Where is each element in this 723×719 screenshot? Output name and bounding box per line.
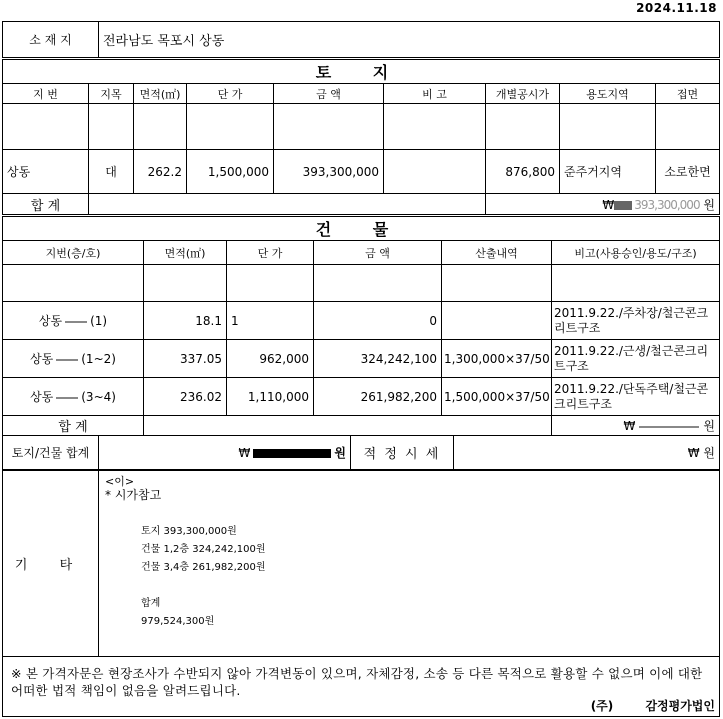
land-header-note: 비 고 [384, 84, 486, 104]
etc-line: * 시가참고 [105, 488, 162, 502]
building-row [3, 302, 720, 340]
fair-price-value: ₩ 원 [454, 436, 720, 470]
building-area: 236.02 [144, 378, 227, 416]
building-calc: 1,300,000×37/50 [442, 340, 552, 378]
land-frontage: 소로한면 [656, 150, 720, 194]
land-total-value: ₩ 393,300,000 원 [486, 194, 720, 215]
redaction-mark [65, 321, 87, 323]
building-jibun: 상동 (1) [3, 302, 144, 340]
building-header-row [3, 241, 720, 265]
land-header-official-price: 개별공시가 [486, 84, 560, 104]
land-area: 262.2 [134, 150, 187, 194]
location-label: 소 재 지 [3, 22, 99, 58]
land-header-area: 면적(㎡) [134, 84, 187, 104]
land-jimok: 대 [89, 150, 134, 194]
building-total-value: ₩ 원 [552, 416, 720, 436]
land-header-amount: 금 액 [274, 84, 384, 104]
land-header-row [3, 84, 720, 104]
building-header-unit-price: 단 가 [227, 241, 314, 265]
building-unit-price: 1,110,000 [227, 378, 314, 416]
building-table [2, 216, 720, 436]
building-header-calc: 산출내역 [442, 241, 552, 265]
building-row [3, 378, 720, 416]
company-signature: (주) 감정평가법인 [590, 699, 715, 713]
building-unit-price: 1 [227, 302, 314, 340]
building-calc [442, 302, 552, 340]
building-note: 2011.9.22./주차장/철근콘크리트구조 [552, 302, 720, 340]
etc-detail: 토지 393,300,000원 [141, 526, 237, 537]
land-total-label: 합 계 [3, 194, 89, 215]
footer-notice: ※ 본 가격자문은 현장조사가 수반되지 않아 가격변동이 있으며, 자체감정, 소송 등 다른 목적으로 활용할 수 없으며 이에 대한 어떠한 법적 책임이 없음을 알려드립니다. [11, 666, 703, 698]
etc-line: <이> [105, 475, 135, 488]
fair-price-label: 적 정 시 세 [351, 436, 454, 470]
land-header-jibun: 지 번 [3, 84, 89, 104]
land-empty-row [3, 104, 720, 150]
document-date: 2024.11.18 [636, 1, 717, 15]
land-section-title: 토 지 [3, 60, 720, 84]
etc-content [99, 471, 720, 657]
land-table [2, 59, 720, 215]
land-header-jimok: 지목 [89, 84, 134, 104]
building-calc: 1,500,000×37/50 [442, 378, 552, 416]
land-jibun: 상동 [3, 150, 89, 194]
land-zoning: 준주거지역 [560, 150, 656, 194]
building-section-title: 건 물 [3, 217, 720, 241]
footer-table [2, 656, 720, 717]
building-header-area: 면적(㎡) [144, 241, 227, 265]
etc-detail: 건물 3,4층 261,982,200원 [141, 562, 266, 573]
redaction-mark [639, 426, 699, 428]
redaction-mark [614, 201, 632, 210]
building-unit-price: 962,000 [227, 340, 314, 378]
building-jibun: 상동 (3~4) [3, 378, 144, 416]
redaction-mark [56, 397, 78, 399]
etc-sum-label: 합계 [141, 598, 161, 609]
building-total-label: 합 계 [3, 416, 144, 436]
building-header-note: 비고(사용승인/용도/구조) [552, 241, 720, 265]
building-area: 337.05 [144, 340, 227, 378]
building-amount: 0 [314, 302, 442, 340]
land-data-row [3, 150, 720, 194]
etc-table [2, 470, 720, 657]
location-value: 전라남도 목포시 상동 [99, 22, 720, 58]
building-total-row [3, 416, 720, 436]
land-total-row [3, 194, 720, 215]
building-jibun: 상동 (1~2) [3, 340, 144, 378]
location-table [2, 21, 720, 58]
redaction-mark [253, 449, 331, 458]
redaction-mark [56, 359, 78, 361]
building-amount: 324,242,100 [314, 340, 442, 378]
etc-details [105, 523, 713, 631]
etc-label: 기 타 [3, 471, 99, 657]
building-header-jibun: 지번(층/호) [3, 241, 144, 265]
land-amount: 393,300,000 [274, 150, 384, 194]
building-empty-row [3, 265, 720, 302]
summary-label: 토지/건물 합계 [3, 436, 99, 470]
land-unit-price: 1,500,000 [187, 150, 274, 194]
summary-table [2, 435, 720, 470]
building-note: 2011.9.22./근생/철근콘크리트구조 [552, 340, 720, 378]
building-header-amount: 금 액 [314, 241, 442, 265]
land-official-price: 876,800 [486, 150, 560, 194]
building-amount: 261,982,200 [314, 378, 442, 416]
land-header-frontage: 접면 [656, 84, 720, 104]
etc-sum-value: 979,524,300원 [141, 616, 215, 627]
building-note: 2011.9.22./단독주택/철근콘크리트구조 [552, 378, 720, 416]
etc-detail: 건물 1,2층 324,242,100원 [141, 544, 266, 555]
summary-value: ₩ 원 [99, 436, 351, 470]
land-note [384, 150, 486, 194]
land-header-unit-price: 단 가 [187, 84, 274, 104]
building-row [3, 340, 720, 378]
building-area: 18.1 [144, 302, 227, 340]
land-header-zoning: 용도지역 [560, 84, 656, 104]
